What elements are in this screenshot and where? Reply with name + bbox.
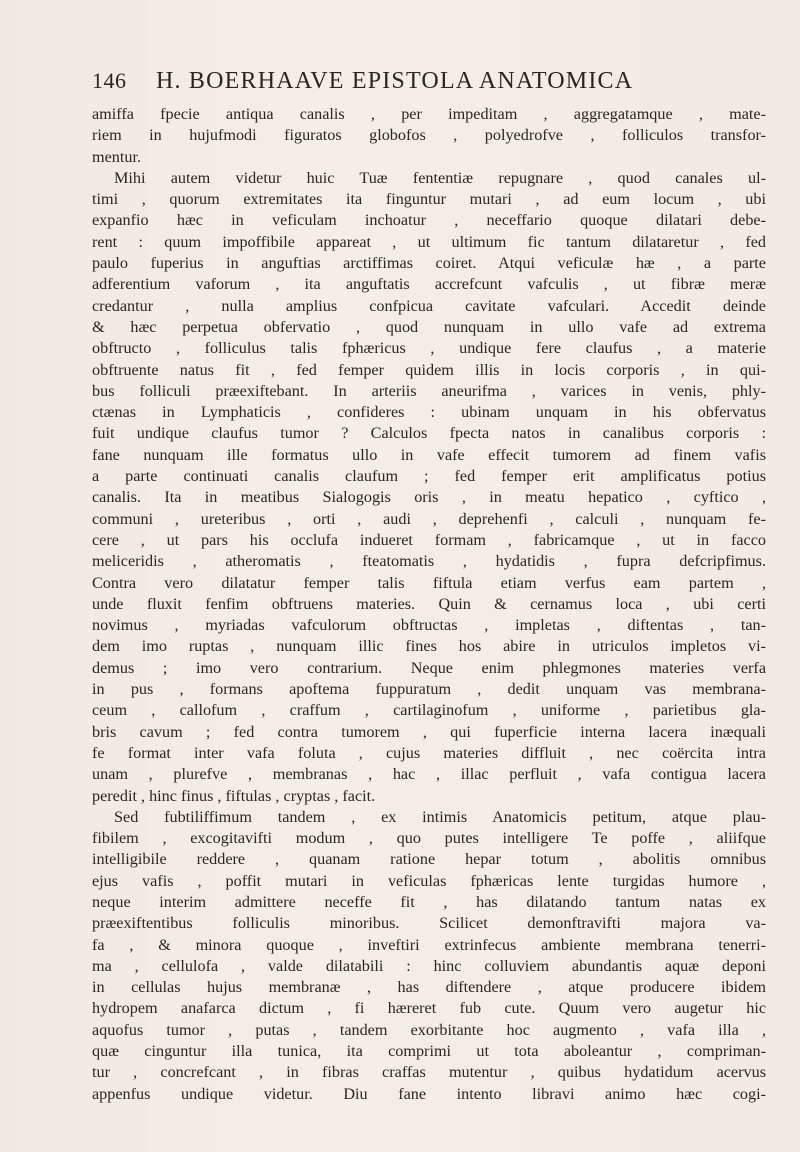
text-line: novimus , myriadas vafculorum obftructas , impletas , diftentas , tan- xyxy=(92,616,766,635)
text-line: mentur. xyxy=(92,147,142,166)
text-line: demus ; imo vero contrarium. Neque enim phlegmones materies verfa xyxy=(92,658,766,677)
text-line: & hæc perpetua obfervatio , quod nunquam in ullo vafe ad extrema xyxy=(92,317,766,336)
text-line: fane nunquam ille formatus ullo in vafe effecit tumorem ad finem vafis xyxy=(92,445,766,464)
running-title: H. BOERHAAVE EPISTOLA ANATOMICA xyxy=(156,68,634,94)
running-head xyxy=(92,68,766,98)
text-line: dem imo ruptas , nunquam illic fines hos abire in utriculos impletos vi- xyxy=(92,637,766,656)
text-line: Mihi autem videtur huic Tuæ fententiæ repugnare , quod canales ul- xyxy=(114,168,766,187)
text-line: communi , ureteribus , orti , audi , deprehenfi , calculi , nunquam fe- xyxy=(92,509,766,528)
text-line: obftruente natus fit , fed femper quidem illis in locis corporis , in qui- xyxy=(92,360,766,379)
text-line: rent : quum impoffibile appareat , ut ultimum fic tantum dilataretur , fed xyxy=(92,232,766,251)
text-line: tur , concrefcant , in fibras craffas mutentur , quibus hydatidum acervus xyxy=(92,1063,766,1082)
text-line: bus folliculi præexiftebant. In arteriis aneurifma , varices in venis, phly- xyxy=(92,381,766,400)
text-line: canalis. Ita in meatibus Sialogogis oris , in meatu hepatico , cyftico , xyxy=(92,488,766,507)
text-line: appenfus undique videtur. Diu fane intento libravi animo hæc cogi- xyxy=(92,1084,766,1103)
text-line: fa , & minora quoque , inveftiri extrinfecus ambiente membrana tenerri- xyxy=(92,935,766,954)
text-line: obftructo , folliculus talis fphæricus , undique fere claufus , a materie xyxy=(92,339,766,358)
text-line: ejus vafis , poffit mutari in veficulas fphæricas lente turgidas humore , xyxy=(92,871,766,890)
body-text xyxy=(92,104,766,1105)
text-line: ctænas in Lymphaticis , confideres : ubinam unquam in his obfervatus xyxy=(92,403,766,422)
text-line: paulo fuperius in anguftias arctiffimas coiret. Atqui veficulæ hæ , a parte xyxy=(92,254,766,273)
text-line: unde fluxit fenfim obftruens materies. Quin & cernamus loca , ubi certi xyxy=(92,594,766,613)
text-line: amiffa fpecie antiqua canalis , per impeditam , aggregatamque , mate- xyxy=(92,105,766,123)
text-line: a parte continuati canalis claufum ; fed femper erit amplificatus potius xyxy=(92,467,766,486)
text-line: fe format inter vafa foluta , cujus materies diffluit , nec coërcita intra xyxy=(92,743,766,762)
text-line: credantur , nulla amplius confpicua cavitate vafculari. Accedit deinde xyxy=(92,296,766,315)
text-line: unam , plurefve , membranas , hac , illac perfluit , vafa contigua lacera xyxy=(92,765,766,784)
text-line: peredit , hinc finus , fiftulas , cryptas , facit. xyxy=(92,786,376,805)
text-line: Contra vero dilatatur femper talis fiftula etiam verfus eam partem , xyxy=(92,573,766,592)
text-line: hydropem anafarca dictum , fi hæreret fub cute. Quum vero augetur hic xyxy=(92,999,766,1018)
text-line: præexiftentibus folliculis minoribus. Scilicet demonftravifti majora va- xyxy=(92,914,766,933)
text-line: expanfio hæc in veficulam inchoatur , neceffario quoque dilatari debe- xyxy=(92,211,766,230)
text-line: fuit undique claufus tumor ? Calculos fpecta natos in canalibus corporis : xyxy=(92,424,766,443)
text-line: quæ cinguntur illa tunica, ita comprimi ut tota aboleantur , compriman- xyxy=(92,1042,766,1061)
text-line: neque interim admittere neceffe fit , has dilatando tantum natas ex xyxy=(92,892,766,911)
text-line: riem in hujufmodi figuratos globofos , polyedrofve , folliculos transfor- xyxy=(92,126,766,145)
text-line: intelligibile reddere , quanam ratione hepar totum , abolitis omnibus xyxy=(92,850,766,869)
text-line: fibilem , excogitavifti modum , quo putes intelligere Te poffe , aliifque xyxy=(92,829,766,848)
text-line: ceum , callofum , craffum , cartilaginofum , uniforme , parietibus gla- xyxy=(92,701,766,720)
text-line: ma , cellulofa , valde dilatabili : hinc colluviem abundantis aquæ deponi xyxy=(92,956,766,975)
text-line: bris cavum ; fed contra tumorem , qui fuperficie interna lacera inæquali xyxy=(92,722,766,741)
text-line: cere , ut pars his occlufa indueret formam , fabricamque , ut in facco xyxy=(92,530,766,549)
text-line: Sed fubtiliffimum tandem , ex intimis Anatomicis petitum, atque plau- xyxy=(114,807,766,826)
text-line: timi , quorum extremitates ita finguntur mutari , ad eum locum , ubi xyxy=(92,190,766,209)
text-line: aquofus tumor , putas , tandem exorbitante hoc augmento , vafa illa , xyxy=(92,1020,766,1039)
text-line: meliceridis , atheromatis , fteatomatis , hydatidis , fupra defcripfimus. xyxy=(92,552,766,571)
text-line: in cellulas hujus membranæ , has diftendere , atque producere ibidem xyxy=(92,978,766,997)
page-number: 146 xyxy=(92,68,127,93)
text-line: adferentium vaforum , ita anguftatis accrefcunt vafculis , ut fibræ meræ xyxy=(92,275,766,294)
text-line: in pus , formans apoftema fuppuratum , dedit unquam vas membrana- xyxy=(92,680,766,699)
